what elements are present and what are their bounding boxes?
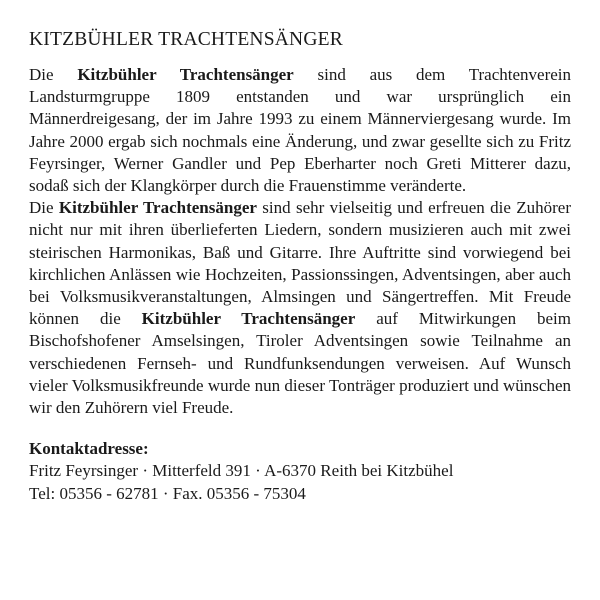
group-name-bold: Kitzbühler Trachtensänger	[77, 65, 294, 84]
document-title: KITZBÜHLER TRACHTENSÄNGER	[29, 29, 343, 50]
contact-phone: Tel: 05356 - 62781 · Fax. 05356 - 75304	[29, 483, 306, 503]
paragraph-history-intro: Die	[29, 65, 78, 84]
paragraph-history	[29, 64, 571, 197]
paragraph-history-text: sind aus dem Trachtenverein Landsturmgruppe 1809 entstanden und war ursprünglich ein Männerdreigesang, der im Jahre 1993 zu einem Männerviergesang wurde. Im Jahre 2000 ergab sich nochmals eine Änderung, und zwar gesellte sich zu Fritz Feyrsinger, Werner Gandler und Pep Eberharter noch Greti Mitterer dazu, sodaß sich der Klangkörper durch die Frauenstimme veränderte.	[29, 65, 571, 196]
contact-heading: Kontaktadresse:	[29, 439, 149, 459]
paragraph-activities-intro: Die	[29, 198, 59, 218]
paragraph-activities	[29, 197, 571, 419]
paragraph-activities-text-b: auf Mitwirkungen beim Bischofshofener Amselsingen, Tiroler Adventsingen sowie Teilnahme an verschiedenen Fernseh- und Rundfunksendungen verweisen. Auf Wunsch vieler Volksmusikfreunde wurde nun dieser Tonträger produziert und wünschen wir den Zuhörern viel Freude.	[29, 309, 571, 418]
contact-address: Fritz Feyrsinger · Mitterfeld 391 · A-6370 Reith bei Kitzbühel	[29, 461, 454, 481]
group-name-bold: Kitzbühler Trachtensänger	[141, 309, 356, 329]
contact-block	[29, 438, 571, 505]
document-page	[29, 28, 571, 505]
paragraph-activities-text-a: sind sehr vielseitig und erfreuen die Zuhörer nicht nur mit ihren überlieferten Liedern, sondern musizieren auch mit zwei steirischen Harmonikas, Baß und Gitarre. Ihre Auftritte sind vorwiegend bei kirchlichen Anlässen wie Hochzeiten, Passionssingen, Adventsingen, aber auch bei Volksmusikveranstaltungen, Almsingen und Sängertreffen. Mit Freude können die	[29, 198, 572, 329]
group-name-bold: Kitzbühler Trachtensänger	[58, 198, 257, 218]
